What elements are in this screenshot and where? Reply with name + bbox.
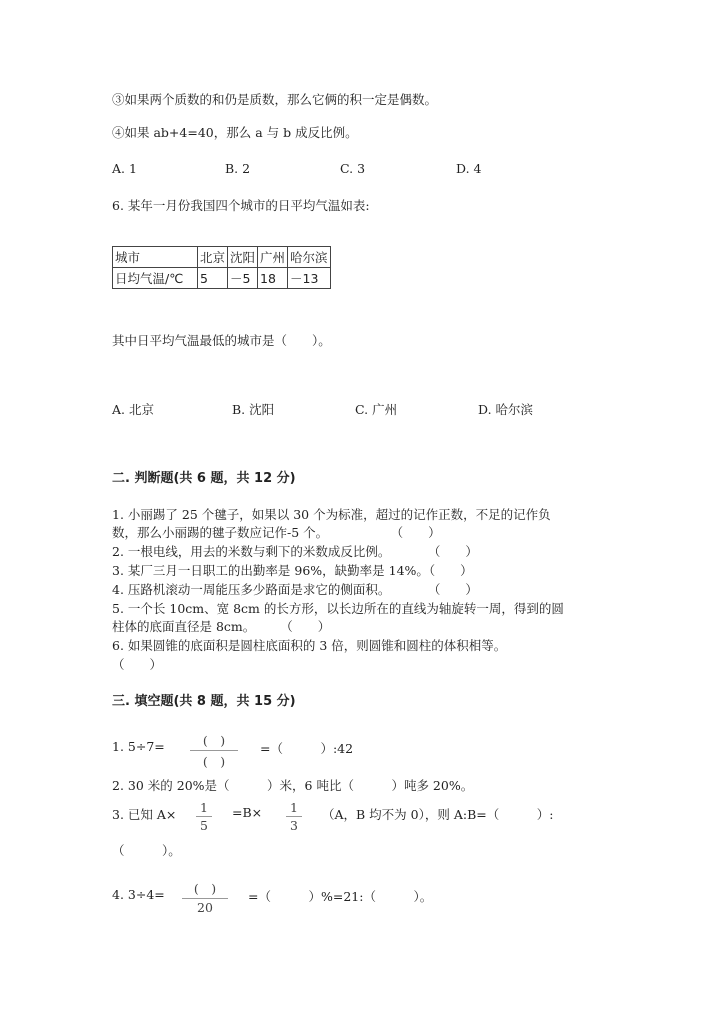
fill-q3-d: （ ）。 (112, 843, 181, 858)
q6-option-c: C. 广州 (355, 402, 398, 417)
numerator: ( ) (193, 881, 217, 896)
temperature-table (112, 246, 331, 289)
judge-line: 2. 一根电线，用去的米数与剩下的米数成反比例。 （ ） (112, 544, 478, 559)
option-d: D. 4 (456, 161, 482, 176)
fraction-bar (190, 750, 238, 751)
denominator: ( ) (202, 754, 226, 769)
fraction (182, 879, 228, 915)
q6-stem: 6. 某年一月份我国四个城市的日平均气温如表: (112, 198, 370, 213)
fill-q1-rest: =（ ）:42 (260, 741, 354, 756)
judge-line: （ ） (112, 657, 163, 672)
fill-q2: 2. 30 米的 20%是（ ）米，6 吨比（ ）吨多 20%。 (112, 778, 474, 793)
numerator: 1 (290, 800, 298, 815)
cell: 18 (258, 268, 288, 289)
fraction-bar (286, 816, 302, 817)
fill-q1: 1. 5÷7= (112, 739, 165, 754)
q6-option-d: D. 哈尔滨 (478, 402, 534, 417)
judge-line: 3. 某厂三月一日职工的出勤率是 96%，缺勤率是 14%。（ ） (112, 563, 473, 578)
judge-line: 5. 一个长 10cm、宽 8cm 的长方形，以长边所在的直线为轴旋转一周，得到的圆 (112, 601, 564, 616)
judge-line: 数，那么小丽踢的毽子数应记作-5 个。 （ ） (112, 525, 441, 540)
denominator: 3 (290, 818, 298, 833)
statement-3: ③如果两个质数的和仍是质数，那么它俩的积一定是偶数。 (112, 92, 438, 107)
judge-line: 6. 如果圆锥的底面积是圆柱底面积的 3 倍，则圆锥和圆柱的体积相等。 (112, 638, 507, 653)
fraction-bar (196, 816, 212, 817)
judge-line: 1. 小丽踢了 25 个毽子，如果以 30 个为标准，超过的记作正数，不足的记作负 (112, 507, 551, 522)
fraction (196, 800, 212, 833)
judge-line: 4. 压路机滚动一周能压多少路面是求它的侧面积。 （ ） (112, 582, 478, 597)
option-c: C. 3 (340, 161, 366, 176)
numerator: 1 (200, 800, 208, 815)
denominator: 20 (197, 900, 213, 915)
judge-line: 柱体的底面直径是 8cm。 （ ） (112, 619, 331, 634)
q6-option-b: B. 沈阳 (232, 402, 275, 417)
fill-q3-c: （A，B 均不为 0），则 A:B=（ ）: (322, 807, 554, 822)
fill-q4: 4. 3÷4= (112, 887, 165, 902)
cell: 日均气温/℃ (113, 268, 198, 289)
fill-q3-b: =B× (232, 805, 263, 820)
option-a: A. 1 (112, 161, 137, 176)
cell: －13 (288, 268, 331, 289)
fill-q3: 3. 已知 A× (112, 807, 177, 822)
numerator: ( ) (202, 733, 226, 748)
q6-option-a: A. 北京 (112, 402, 154, 417)
denominator: 5 (200, 818, 208, 833)
cell: －5 (228, 268, 258, 289)
cell: 5 (198, 268, 228, 289)
cell: 北京 (198, 247, 228, 268)
cell: 广州 (258, 247, 288, 268)
fill-q4-rest: =（ ）%=21:（ ）。 (248, 889, 433, 904)
option-b: B. 2 (225, 161, 251, 176)
cell: 哈尔滨 (288, 247, 331, 268)
fraction (286, 800, 302, 833)
statement-4: ④如果 ab+4=40，那么 a 与 b 成反比例。 (112, 125, 358, 140)
section3-title: 三. 填空题(共 8 题，共 15 分) (112, 694, 296, 709)
cell: 城市 (113, 247, 198, 268)
fraction-bar (182, 898, 228, 899)
fraction (190, 731, 238, 770)
section2-title: 二. 判断题(共 6 题，共 12 分) (112, 471, 296, 486)
cell: 沈阳 (228, 247, 258, 268)
q6-question: 其中日平均气温最低的城市是（ ）。 (112, 333, 331, 348)
